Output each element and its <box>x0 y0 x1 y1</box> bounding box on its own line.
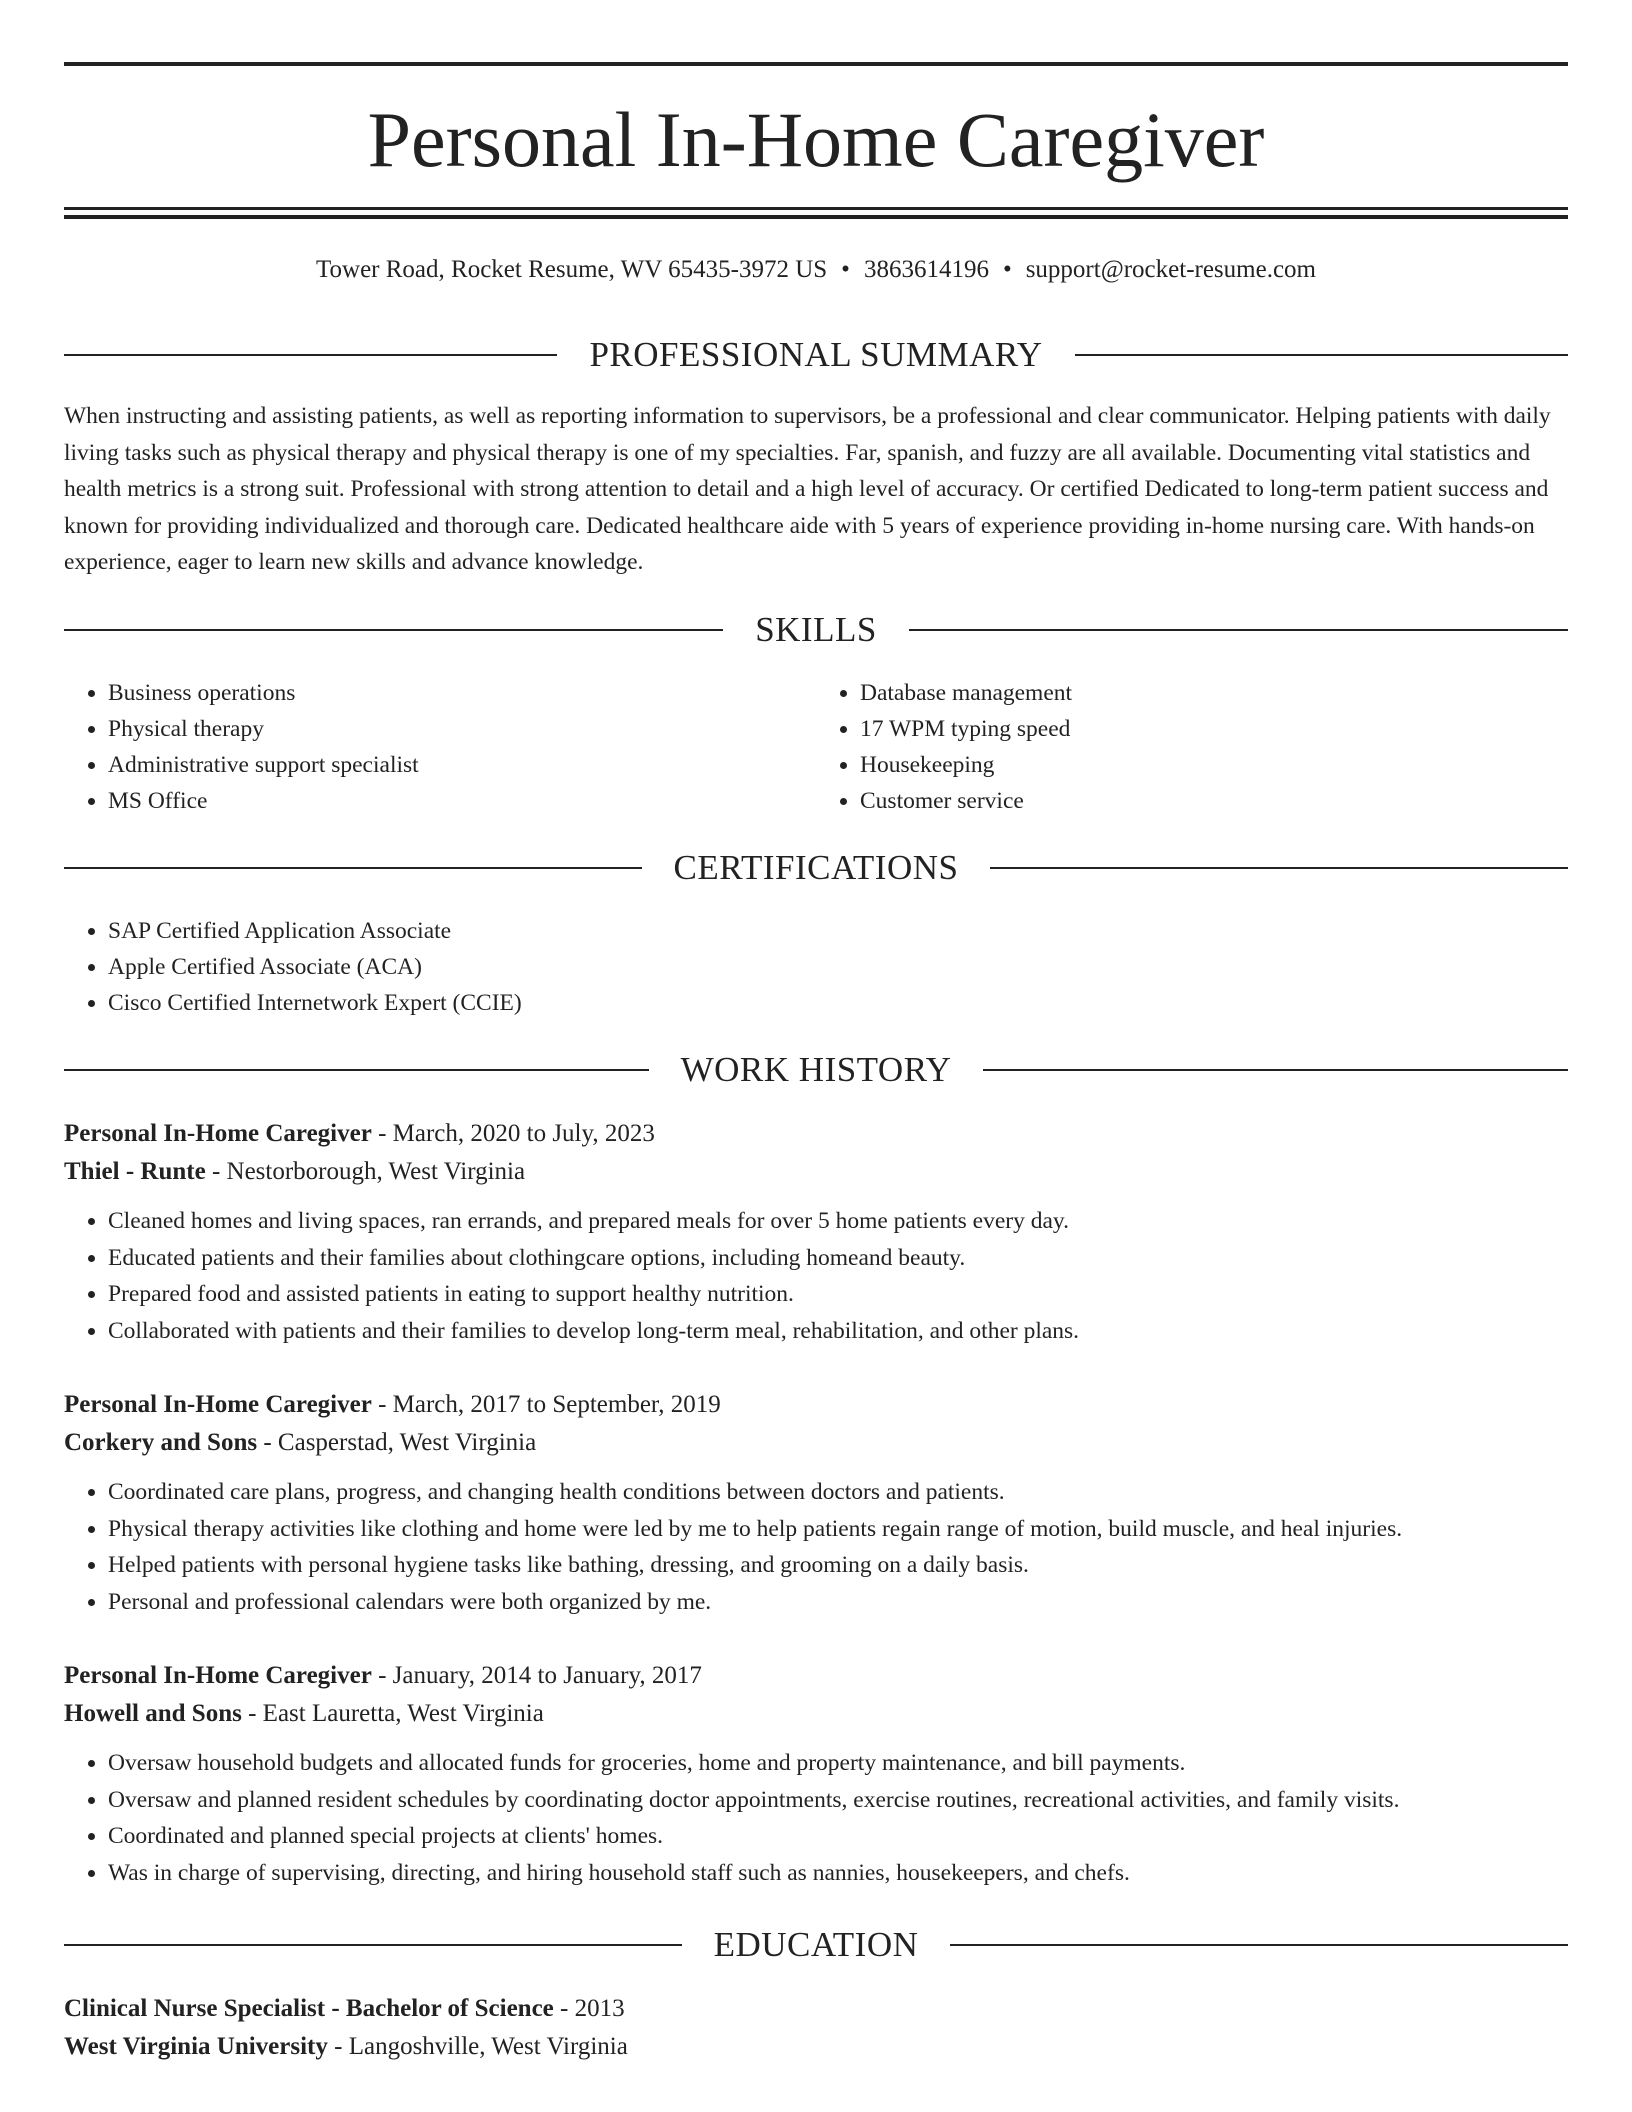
education-school: West Virginia University <box>64 2033 328 2060</box>
job-bullet: • Physical therapy activities like clothing and home were led by me to help patients regain range of motion, build muscle, and heal injuries. <box>108 1511 1568 1548</box>
section-title: PROFESSIONAL SUMMARY <box>589 335 1043 374</box>
education-school-line <box>64 2028 1568 2066</box>
contact-phone: 3863614196 <box>863 256 989 283</box>
job-bullets <box>64 1745 1568 1891</box>
job-entry <box>64 1657 1568 1891</box>
job-title-line <box>64 1386 1568 1424</box>
job-company: Thiel - Runte <box>64 1158 206 1185</box>
education-year: - 2013 <box>553 1995 625 2022</box>
skill-item: • Housekeeping <box>860 747 1568 783</box>
skills-column-left <box>64 675 816 819</box>
education-degree-line <box>64 1990 1568 2028</box>
job-location: - Casperstad, West Virginia <box>257 1429 537 1456</box>
job-bullet: • Helped patients with personal hygiene tasks like bathing, dressing, and grooming on a daily basis. <box>108 1547 1568 1584</box>
job-bullet: • Coordinated and planned special projects at clients' homes. <box>108 1818 1568 1855</box>
skill-item: • 17 WPM typing speed <box>860 711 1568 747</box>
job-bullets <box>64 1474 1568 1620</box>
section-heading-education <box>64 1923 1568 1967</box>
job-title-line <box>64 1115 1568 1153</box>
job-company-line <box>64 1424 1568 1462</box>
header-bottom-rule <box>64 207 1568 210</box>
job-dates: - March, 2017 to September, 2019 <box>371 1391 721 1418</box>
heading-rule-left <box>64 629 723 631</box>
summary-text: When instructing and assisting patients, as well as reporting information to supervisors, be a professional and clear communicator. Helping patients with daily living tasks such as physical therapy and physical therapy is one of my specialties. Far, spanish, and fuzzy are all available. Documenting vital statistics and health metrics is a strong suit. Professional with strong attention to detail and a high level of accuracy. Or certified Dedicated to long-term patient success and known for providing individualized and thorough care. Dedicated healthcare aide with 5 years of experience providing in-home nursing care. With hands-on experience, eager to learn new skills and advance knowledge. <box>64 403 1551 575</box>
education-entry <box>64 1990 1568 2066</box>
job-company: Howell and Sons <box>64 1700 242 1727</box>
education-location: - Langoshville, West Virginia <box>327 2033 628 2060</box>
header-bottom-rule-double <box>64 215 1568 219</box>
skill-item: • Database management <box>860 675 1568 711</box>
skill-item: • Administrative support specialist <box>108 747 816 783</box>
skill-item: • Customer service <box>860 783 1568 819</box>
heading-rule-right <box>990 867 1568 869</box>
heading-rule-left <box>64 1069 649 1071</box>
job-bullet: • Was in charge of supervising, directing, and hiring household staff such as nannies, housekeepers, and chefs. <box>108 1855 1568 1892</box>
contact-address: Tower Road, Rocket Resume, WV 65435-3972 US <box>316 256 828 283</box>
skill-item: • Physical therapy <box>108 711 816 747</box>
job-location: - Nestorborough, West Virginia <box>205 1158 526 1185</box>
job-bullet: • Oversaw household budgets and allocated funds for groceries, home and property maintenance, and bill payments. <box>108 1745 1568 1782</box>
job-company-line <box>64 1695 1568 1733</box>
section-heading-certifications <box>64 846 1568 890</box>
job-title-line <box>64 1657 1568 1695</box>
header-top-rule <box>64 62 1568 66</box>
section-title: EDUCATION <box>713 1925 919 1964</box>
job-title: Personal In-Home Caregiver <box>64 1120 372 1147</box>
certification-item: • Apple Certified Associate (ACA) <box>108 949 1568 985</box>
job-title: Personal In-Home Caregiver <box>64 1662 372 1689</box>
skill-item: • Business operations <box>108 675 816 711</box>
skills-list <box>64 675 1568 819</box>
job-bullets <box>64 1203 1568 1349</box>
job-bullet: • Coordinated care plans, progress, and changing health conditions between doctors and patients. <box>108 1474 1568 1511</box>
section-title: CERTIFICATIONS <box>673 848 959 887</box>
contact-line <box>64 252 1568 288</box>
job-title: Personal In-Home Caregiver <box>64 1391 372 1418</box>
section-heading-work-history <box>64 1048 1568 1092</box>
heading-rule-left <box>64 1944 682 1946</box>
skills-column-right <box>816 675 1568 819</box>
certification-item: • SAP Certified Application Associate <box>108 913 1568 949</box>
section-heading-skills <box>64 608 1568 652</box>
heading-rule-right <box>950 1944 1568 1946</box>
heading-rule-left <box>64 354 557 356</box>
job-entry <box>64 1115 1568 1349</box>
job-bullet: • Cleaned homes and living spaces, ran errands, and prepared meals for over 5 home patients every day. <box>108 1203 1568 1240</box>
section-title: SKILLS <box>755 610 877 649</box>
heading-rule-right <box>1075 354 1568 356</box>
contact-separator: • <box>841 256 850 283</box>
contact-separator: • <box>1002 256 1012 283</box>
job-bullet: • Educated patients and their families about clothingcare options, including homeand beauty. <box>108 1240 1568 1277</box>
job-company: Corkery and Sons <box>64 1429 258 1456</box>
job-dates: - January, 2014 to January, 2017 <box>371 1662 702 1689</box>
heading-rule-left <box>64 867 642 869</box>
certifications-list <box>64 913 1568 1021</box>
job-company-line <box>64 1153 1568 1191</box>
skill-item: • MS Office <box>108 783 816 819</box>
job-dates: - March, 2020 to July, 2023 <box>371 1120 655 1147</box>
job-bullet: • Personal and professional calendars were both organized by me. <box>108 1584 1568 1621</box>
education-degree: Clinical Nurse Specialist - Bachelor of Science <box>64 1995 554 2022</box>
contact-email: support@rocket-resume.com <box>1025 256 1316 283</box>
heading-rule-right <box>909 629 1568 631</box>
section-title: WORK HISTORY <box>680 1050 952 1089</box>
heading-rule-right <box>983 1069 1568 1071</box>
job-bullet: • Oversaw and planned resident schedules by coordinating doctor appointments, exercise routines, recreational activities, and family visits. <box>108 1782 1568 1819</box>
job-bullet: • Collaborated with patients and their families to develop long-term meal, rehabilitation, and other plans. <box>108 1313 1568 1350</box>
job-location: - East Lauretta, West Virginia <box>241 1700 544 1727</box>
section-heading-summary <box>64 333 1568 377</box>
job-bullet: • Prepared food and assisted patients in eating to support healthy nutrition. <box>108 1276 1568 1313</box>
candidate-name: Personal In-Home Caregiver <box>367 96 1265 183</box>
job-entry <box>64 1386 1568 1620</box>
certification-item: • Cisco Certified Internetwork Expert (CCIE) <box>108 985 1568 1021</box>
